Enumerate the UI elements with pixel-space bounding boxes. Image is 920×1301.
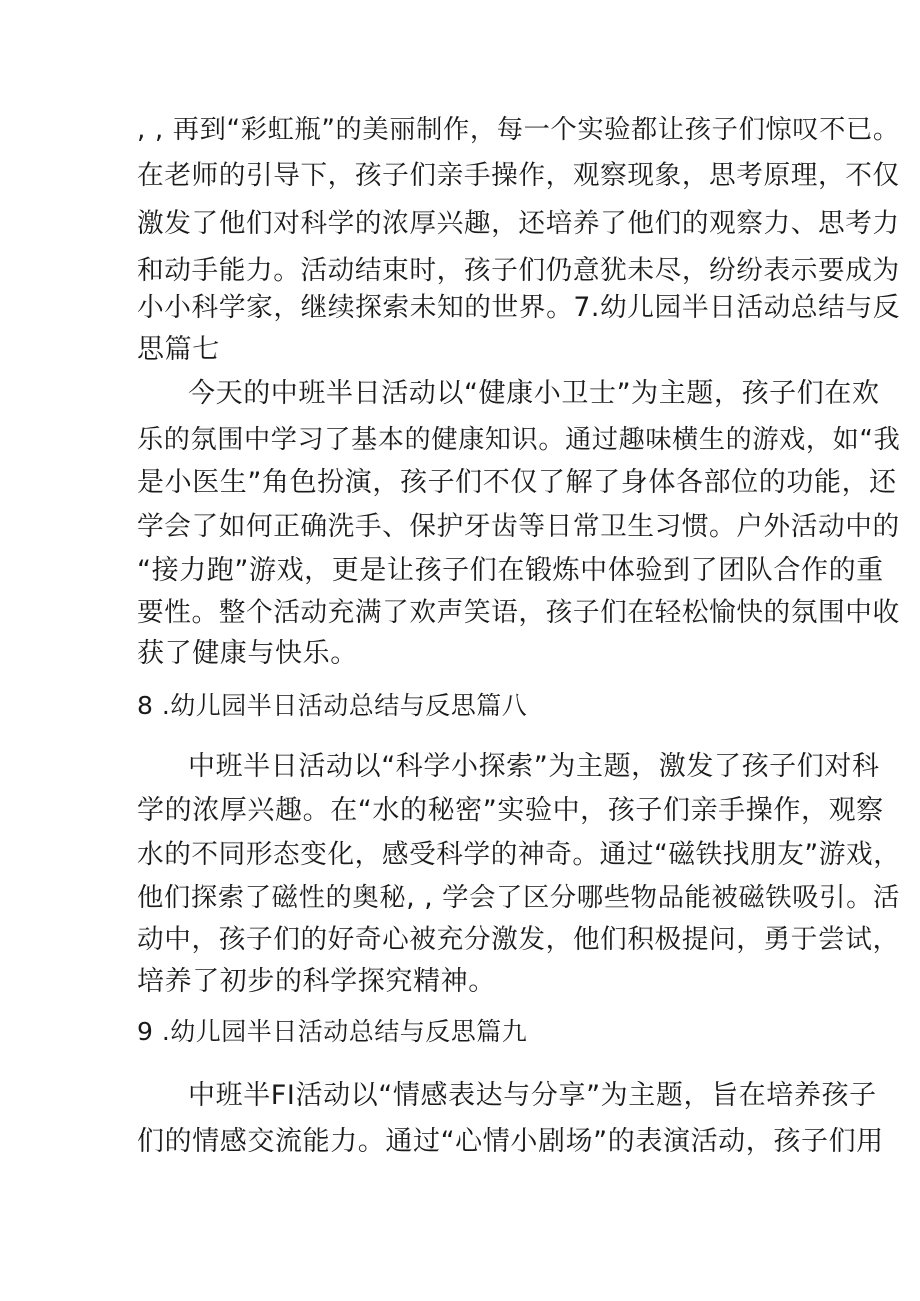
paragraph-line: 们的情感交流能力。通过“心情小剧场”的表演活动，孩子们用: [137, 1126, 884, 1157]
paragraph-line: 动中，孩子们的好奇心被充分激发，他们积极提问，勇于尝试，: [137, 924, 900, 955]
paragraph-line: 激发了他们对科学的浓厚兴趣，还培养了他们的观察力、思考力: [137, 208, 900, 239]
paragraph-line: 中班半日活动以“科学小探索”为主题，激发了孩子们对科: [188, 751, 880, 782]
paragraph-line: 在老师的引导下，孩子们亲手操作，观察现象，思考原理，不仅: [137, 160, 900, 191]
paragraph-line: “接力跑”游戏，更是让孩子们在锻炼中体验到了团队合作的重: [137, 555, 884, 586]
paragraph-line: 今天的中班半日活动以“健康小卫士”为主题，孩子们在欢: [188, 378, 880, 409]
paragraph-line: 培养了初步的科学探究精神。: [137, 966, 496, 997]
paragraph-line: 水的不同形态变化，感受科学的神奇。通过“磁铁找朋友”游戏，: [137, 839, 901, 870]
paragraph-line: 和动手能力。活动结束时，孩子们仍意犹未尽，纷纷表示要成为: [137, 255, 900, 286]
section-heading-9: 9 .幼儿园半日活动总结与反思篇九: [137, 1017, 528, 1046]
paragraph-line: 是小医生”角色扮演，孩子们不仅了解了身体各部位的功能，还: [137, 467, 897, 498]
paragraph-line: 学会了如何正确洗手、保护牙齿等日常卫生习惯。户外活动中的: [137, 511, 900, 542]
paragraph-line: 学的浓厚兴趣。在“水的秘密”实验中，孩子们亲手操作，观察: [137, 795, 884, 826]
section-heading-8: 8 .幼儿园半日活动总结与反思篇八: [137, 691, 528, 720]
paragraph-line: 他们探索了磁性的奥秘, , 学会了区分哪些物品能被磁铁吸引。活: [137, 883, 900, 913]
paragraph-line: 要性。整个活动充满了欢声笑语，孩子们在轻松愉快的氛围中收: [137, 597, 900, 628]
paragraph-line: 思篇七: [137, 334, 220, 365]
paragraph-line: 中班半FI活动以“情感表达与分享”为主题，旨在培养孩子: [188, 1080, 877, 1111]
paragraph-line: 小小科学家，继续探索未知的世界。7.幼儿园半日活动总结与反: [137, 292, 900, 323]
paragraph-line: 乐的氛围中学习了基本的健康知识。通过趣味横生的游戏，如“我: [137, 425, 901, 455]
paragraph-line: 获了健康与快乐。: [137, 638, 358, 669]
paragraph-line: , , 再到“彩虹瓶”的美丽制作，每一个实验都让孩子们惊叹不已。: [137, 115, 900, 145]
